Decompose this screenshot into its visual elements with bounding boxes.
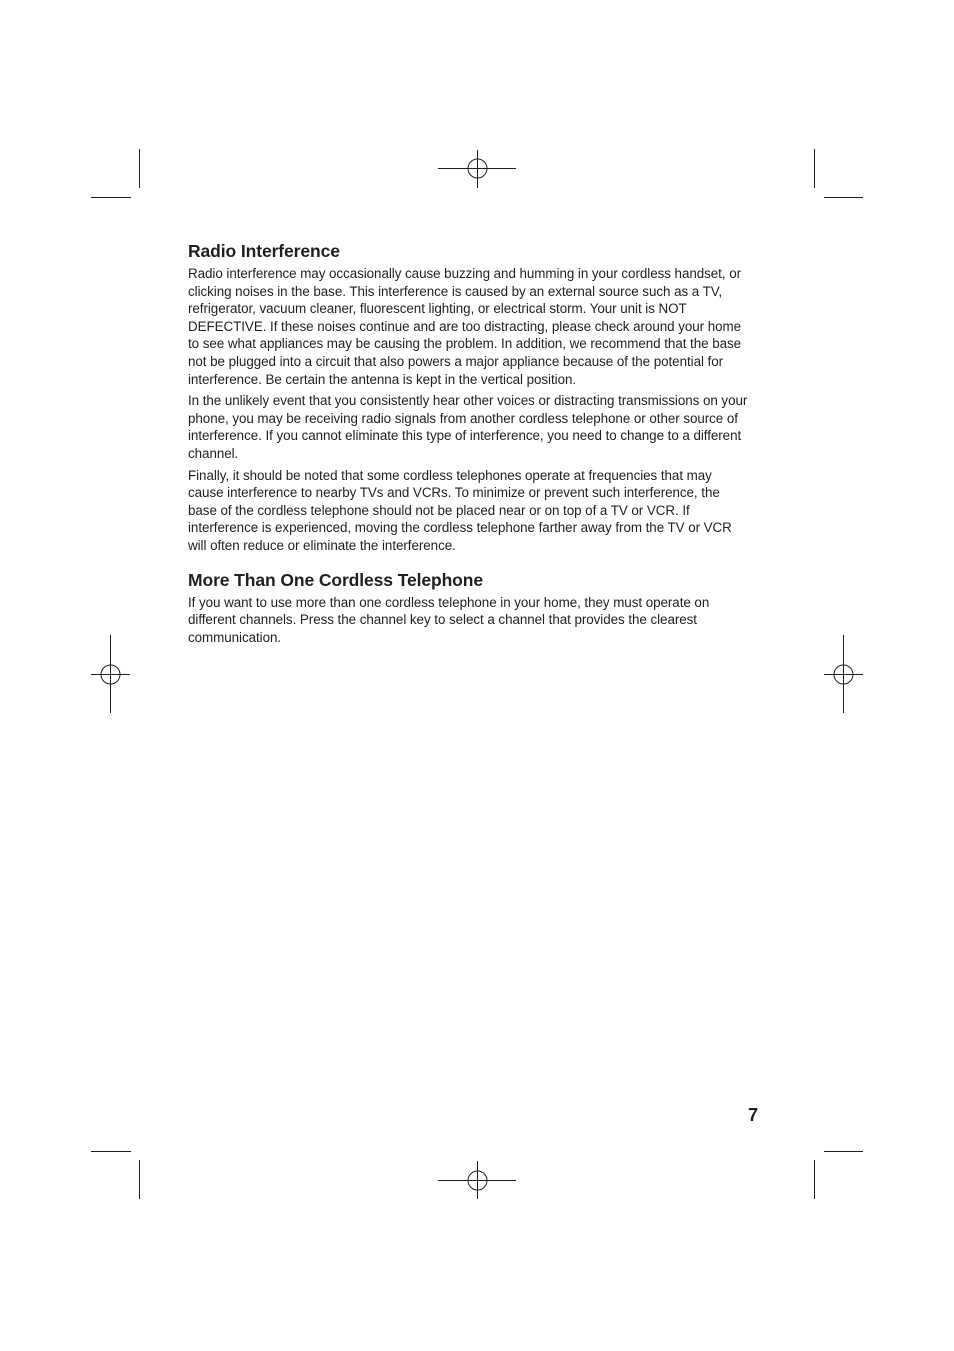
body-paragraph: Finally, it should be noted that some cordless telephones operate at frequencies that may cause interference to nearby TVs and VCRs. To minimize or prevent such interference, the base of the cordless telephone should not be placed near or on top of a TV or VCR. If interference is experienced, moving the cordless telephone farther away from the TV or VCR will often reduce or eliminate the interference.: [188, 467, 732, 553]
section-heading: More Than One Cordless Telephone: [188, 569, 483, 590]
registration-mark-right: [824, 635, 863, 713]
page-content: [188, 240, 750, 650]
registration-mark-top: [438, 150, 516, 188]
section-more-than-one-cordless-telephone: [188, 569, 750, 647]
section-radio-interference: [188, 240, 750, 555]
section-heading: Radio Interference: [188, 241, 340, 261]
registration-mark-left: [91, 635, 130, 713]
body-paragraph: In the unlikely event that you consistently hear other voices or distracting transmissions on your phone, you may be receiving radio signals from another cordless telephone or other source of interference. If you cannot eliminate this type of interference, you need to change to a different channel.: [188, 393, 748, 461]
body-paragraph: Radio interference may occasionally cause buzzing and humming in your cordless handset, or clicking noises in the base. This interference is caused by an external source such as a TV, refrigerator, vacuum cleaner, fluorescent lighting, or electrical storm. Your unit is NOT DEFECTIVE. If these noises continue and are too distracting, please check around your home to see what appliances may be causing the problem. In addition, we recommend that the base not be plugged into a circuit that also powers a major appliance because of the potential for interference. Be certain the antenna is kept in the vertical position.: [188, 266, 742, 387]
registration-mark-bottom: [438, 1161, 516, 1199]
page-number: 7: [748, 1105, 759, 1125]
body-paragraph: If you want to use more than one cordless telephone in your home, they must operate on different channels. Press the channel key to select a channel that provides the clearest communication.: [188, 594, 710, 645]
